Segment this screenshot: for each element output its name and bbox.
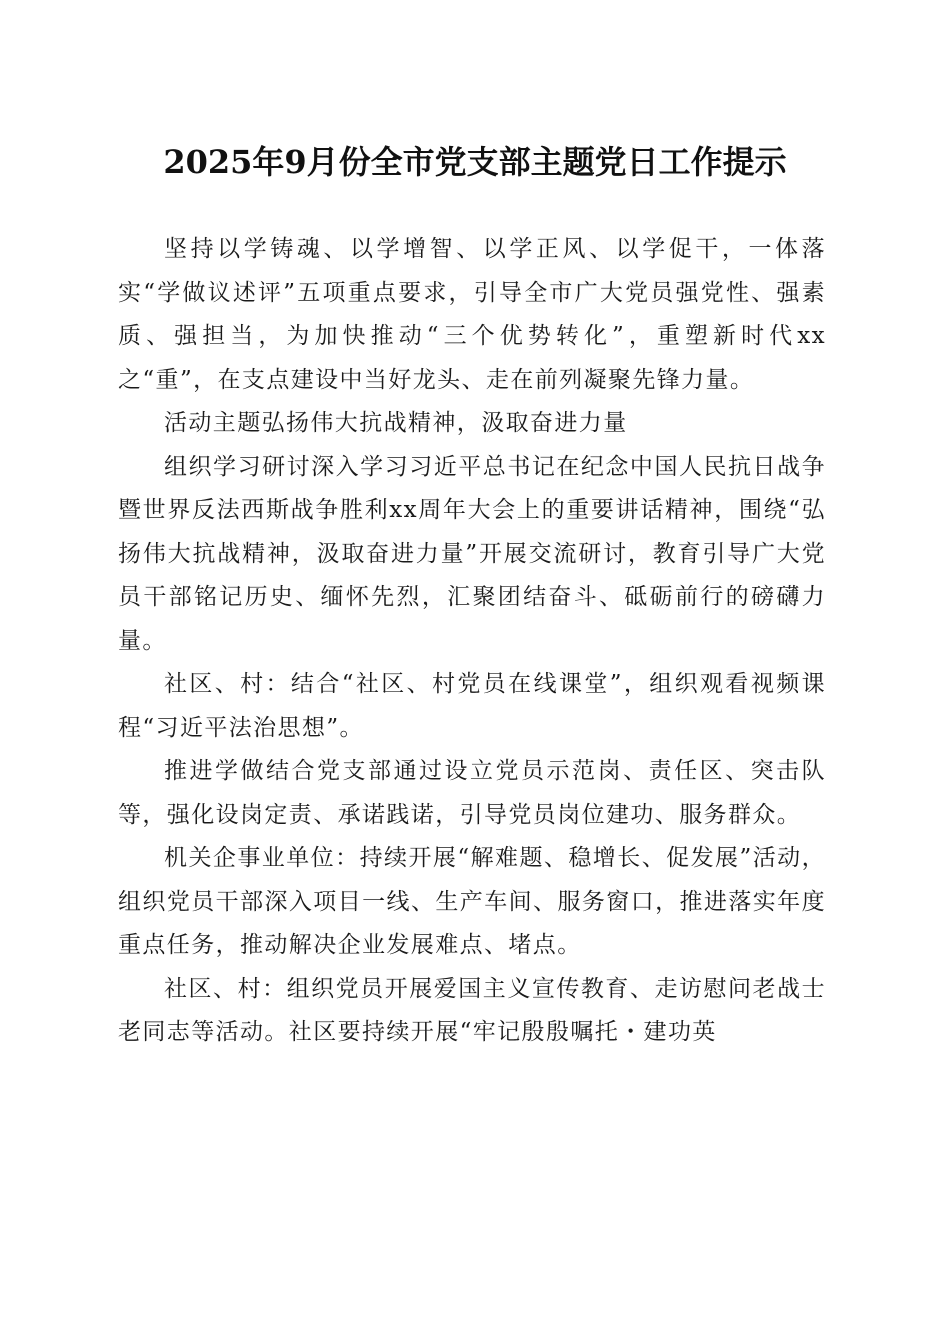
paragraph: 机关企事业单位：持续开展“解难题、稳增长、促发展”活动，组织党员干部深入项目一线、生产车间、服务窗口，推进落实年度重点任务，推动解决企业发展难点、堵点。: [118, 845, 826, 958]
paragraph: 坚持以学铸魂、以学增智、以学正风、以学促干，一体落实“学做议述评”五项重点要求，引导全市广大党员强党性、强素质、强担当，为加快推动“三个优势转化”，重塑新时代xx之“重”，在支点建设中当好龙头、走在前列凝聚先锋力量。: [118, 236, 826, 393]
paragraph: 活动主题弘扬伟大抗战精神，汲取奋进力量: [164, 410, 628, 436]
paragraph: 推进学做结合党支部通过设立党员示范岗、责任区、突击队等，强化设岗定责、承诺践诺，引导党员岗位建功、服务群众。: [118, 758, 826, 828]
paragraph: 组织学习研讨深入学习习近平总书记在纪念中国人民抗日战争暨世界反法西斯战争胜利xx周年大会上的重要讲话精神，围绕“弘扬伟大抗战精神，汲取奋进力量”开展交流研讨，教育引导广大党员干部铭记历史、缅怀先烈，汇聚团结奋斗、砥砺前行的磅礴力量。: [118, 453, 826, 654]
document-body: [118, 228, 826, 1055]
document-title: 2025年9月份全市党支部主题党日工作提示: [163, 143, 787, 181]
paragraph: 社区、村：结合“社区、村党员在线课堂”，组织观看视频课程“习近平法治思想”。: [118, 671, 826, 741]
paragraph: 社区、村：组织党员开展爱国主义宣传教育、走访慰问老战士老同志等活动。社区要持续开展“牢记殷殷嘱托・建功英: [118, 975, 826, 1045]
